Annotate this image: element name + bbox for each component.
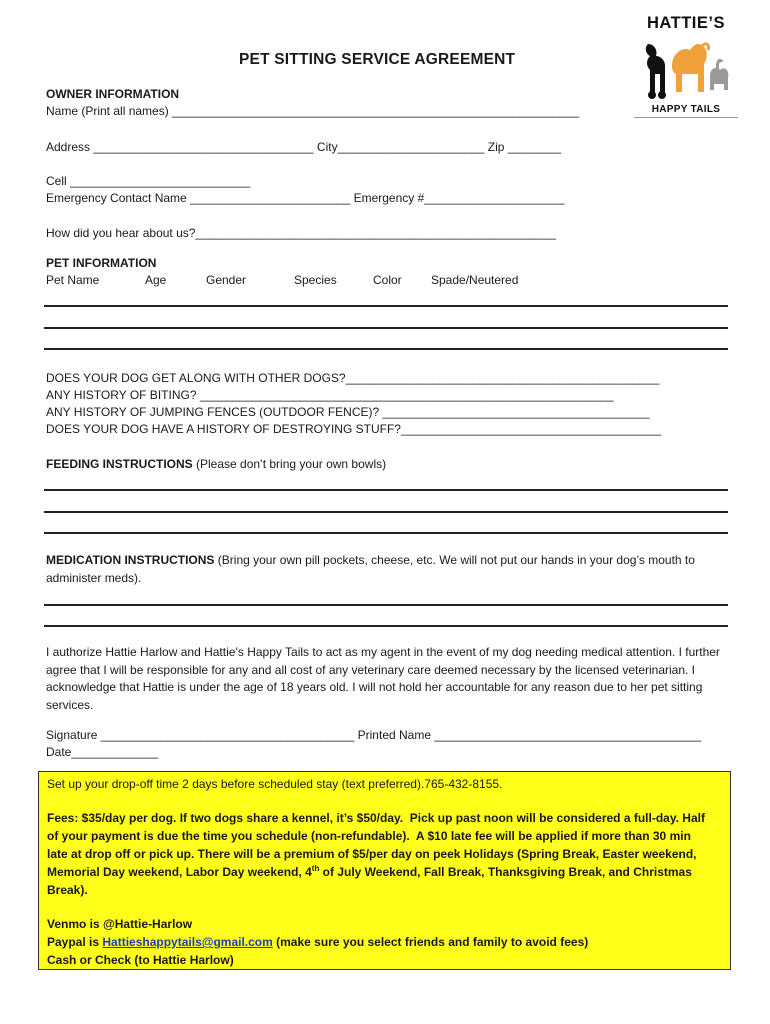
venmo-line: Venmo is @Hattie-Harlow — [47, 917, 193, 931]
logo-top-text: HATTIE’S — [647, 14, 725, 32]
fees-line-4 — [47, 864, 692, 882]
cell-field[interactable]: Cell ___________________________ — [46, 174, 251, 188]
feeding-note: (Please don’t bring your own bowls) — [192, 457, 387, 471]
column-pet-name: Pet Name — [46, 273, 100, 287]
medication-entry-line[interactable] — [44, 604, 728, 606]
pet-entry-line[interactable] — [44, 348, 728, 350]
paypal-suffix: (make sure you select friends and family to avoid fees) — [272, 935, 589, 949]
fees-line-5: Break). — [47, 883, 88, 897]
cash-check-line: Cash or Check (to Hattie Harlow) — [47, 953, 234, 967]
feeding-entry-line[interactable] — [44, 532, 728, 534]
column-age: Age — [145, 273, 167, 287]
question-jumping-fences-field[interactable]: ANY HISTORY OF JUMPING FENCES (OUTDOOR FENCE)? ________________________________________ — [46, 405, 650, 419]
owner-information-heading: OWNER INFORMATION — [46, 87, 180, 101]
fees-line-4-start: Memorial Day weekend, Labor Day weekend, 4 — [47, 865, 312, 879]
medication-heading: MEDICATION INSTRUCTIONS — [46, 553, 215, 567]
fees-info-box — [38, 771, 731, 970]
feeding-instructions-label — [46, 456, 386, 473]
column-species: Species — [294, 273, 337, 287]
fees-line-2: of your payment is due the time you schedule (non-refundable). A $10 late fee will be applied if more than 30 min — [47, 829, 691, 843]
signature-field[interactable]: Signature ______________________________________ Printed Name ________________________________________ — [46, 728, 702, 742]
fees-line-4-superscript: th — [311, 864, 320, 873]
paypal-email-link[interactable]: Hattieshappytails@gmail.com — [102, 935, 273, 949]
feeding-entry-line[interactable] — [44, 489, 728, 491]
paypal-prefix: Paypal is — [47, 935, 103, 949]
question-destroying-field[interactable]: DOES YOUR DOG HAVE A HISTORY OF DESTROYING STUFF?_______________________________________ — [46, 422, 662, 436]
pet-entry-line[interactable] — [44, 327, 728, 329]
question-gets-along-field[interactable]: DOES YOUR DOG GET ALONG WITH OTHER DOGS?_______________________________________________ — [46, 371, 660, 385]
column-color: Color — [373, 273, 402, 287]
referral-source-field[interactable]: How did you hear about us?______________________________________________________ — [46, 226, 556, 240]
feeding-heading: FEEDING INSTRUCTIONS — [46, 457, 193, 471]
medication-note: (Bring your own pill pockets, cheese, etc. We will not put our hands in your dog’s mouth to administer meds). — [46, 553, 695, 585]
dropoff-note: Set up your drop-off time 2 days before scheduled stay (text preferred).765-432-8155. — [47, 777, 503, 791]
dog-tails-illustration — [642, 40, 730, 102]
emergency-contact-field[interactable]: Emergency Contact Name ________________________ Emergency #_____________________ — [46, 191, 565, 205]
owner-name-field[interactable]: Name (Print all names) _____________________________________________________________ — [46, 104, 580, 118]
fees-line-4-end: of July Weekend, Fall Break, Thanksgiving Break, and Christmas — [319, 865, 692, 879]
column-gender: Gender — [206, 273, 247, 287]
fees-line-1: Fees: $35/day per dog. If two dogs share a kennel, it’s $50/day. Pick up past noon will be considered a full-day. Half — [47, 811, 705, 825]
date-field[interactable]: Date_____________ — [46, 745, 159, 759]
question-biting-field[interactable]: ANY HISTORY OF BITING? ______________________________________________________________ — [46, 388, 614, 402]
authorization-paragraph: I authorize Hattie Harlow and Hattie’s Happy Tails to act as my agent in the event of my dog needing medical attention. I further agree that I will be responsible for any and all cost of any veterinary care deemed necessary by the licensed veterinarian. I acknowledge that Hattie is under the age of 18 years old. I will not hold her accountable for any reason due to her pet sitting services. — [46, 645, 720, 712]
page-title: PET SITTING SERVICE AGREEMENT — [239, 51, 516, 68]
hatties-happy-tails-logo — [634, 14, 738, 122]
medication-instructions-label — [46, 551, 726, 587]
address-field[interactable]: Address _________________________________ City______________________ Zip ________ — [46, 140, 562, 154]
medication-entry-line[interactable] — [44, 625, 728, 627]
pet-information-heading: PET INFORMATION — [46, 256, 157, 270]
column-spade-neutered: Spade/Neutered — [431, 273, 519, 287]
fees-line-3: late at drop off or pick up. There will be a premium of $5/per day on peek Holidays (Spring Break, Easter weekend, — [47, 847, 697, 861]
logo-bottom-text: HAPPY TAILS — [634, 104, 738, 118]
paypal-line — [47, 934, 588, 952]
feeding-entry-line[interactable] — [44, 511, 728, 513]
pet-entry-line[interactable] — [44, 305, 728, 307]
